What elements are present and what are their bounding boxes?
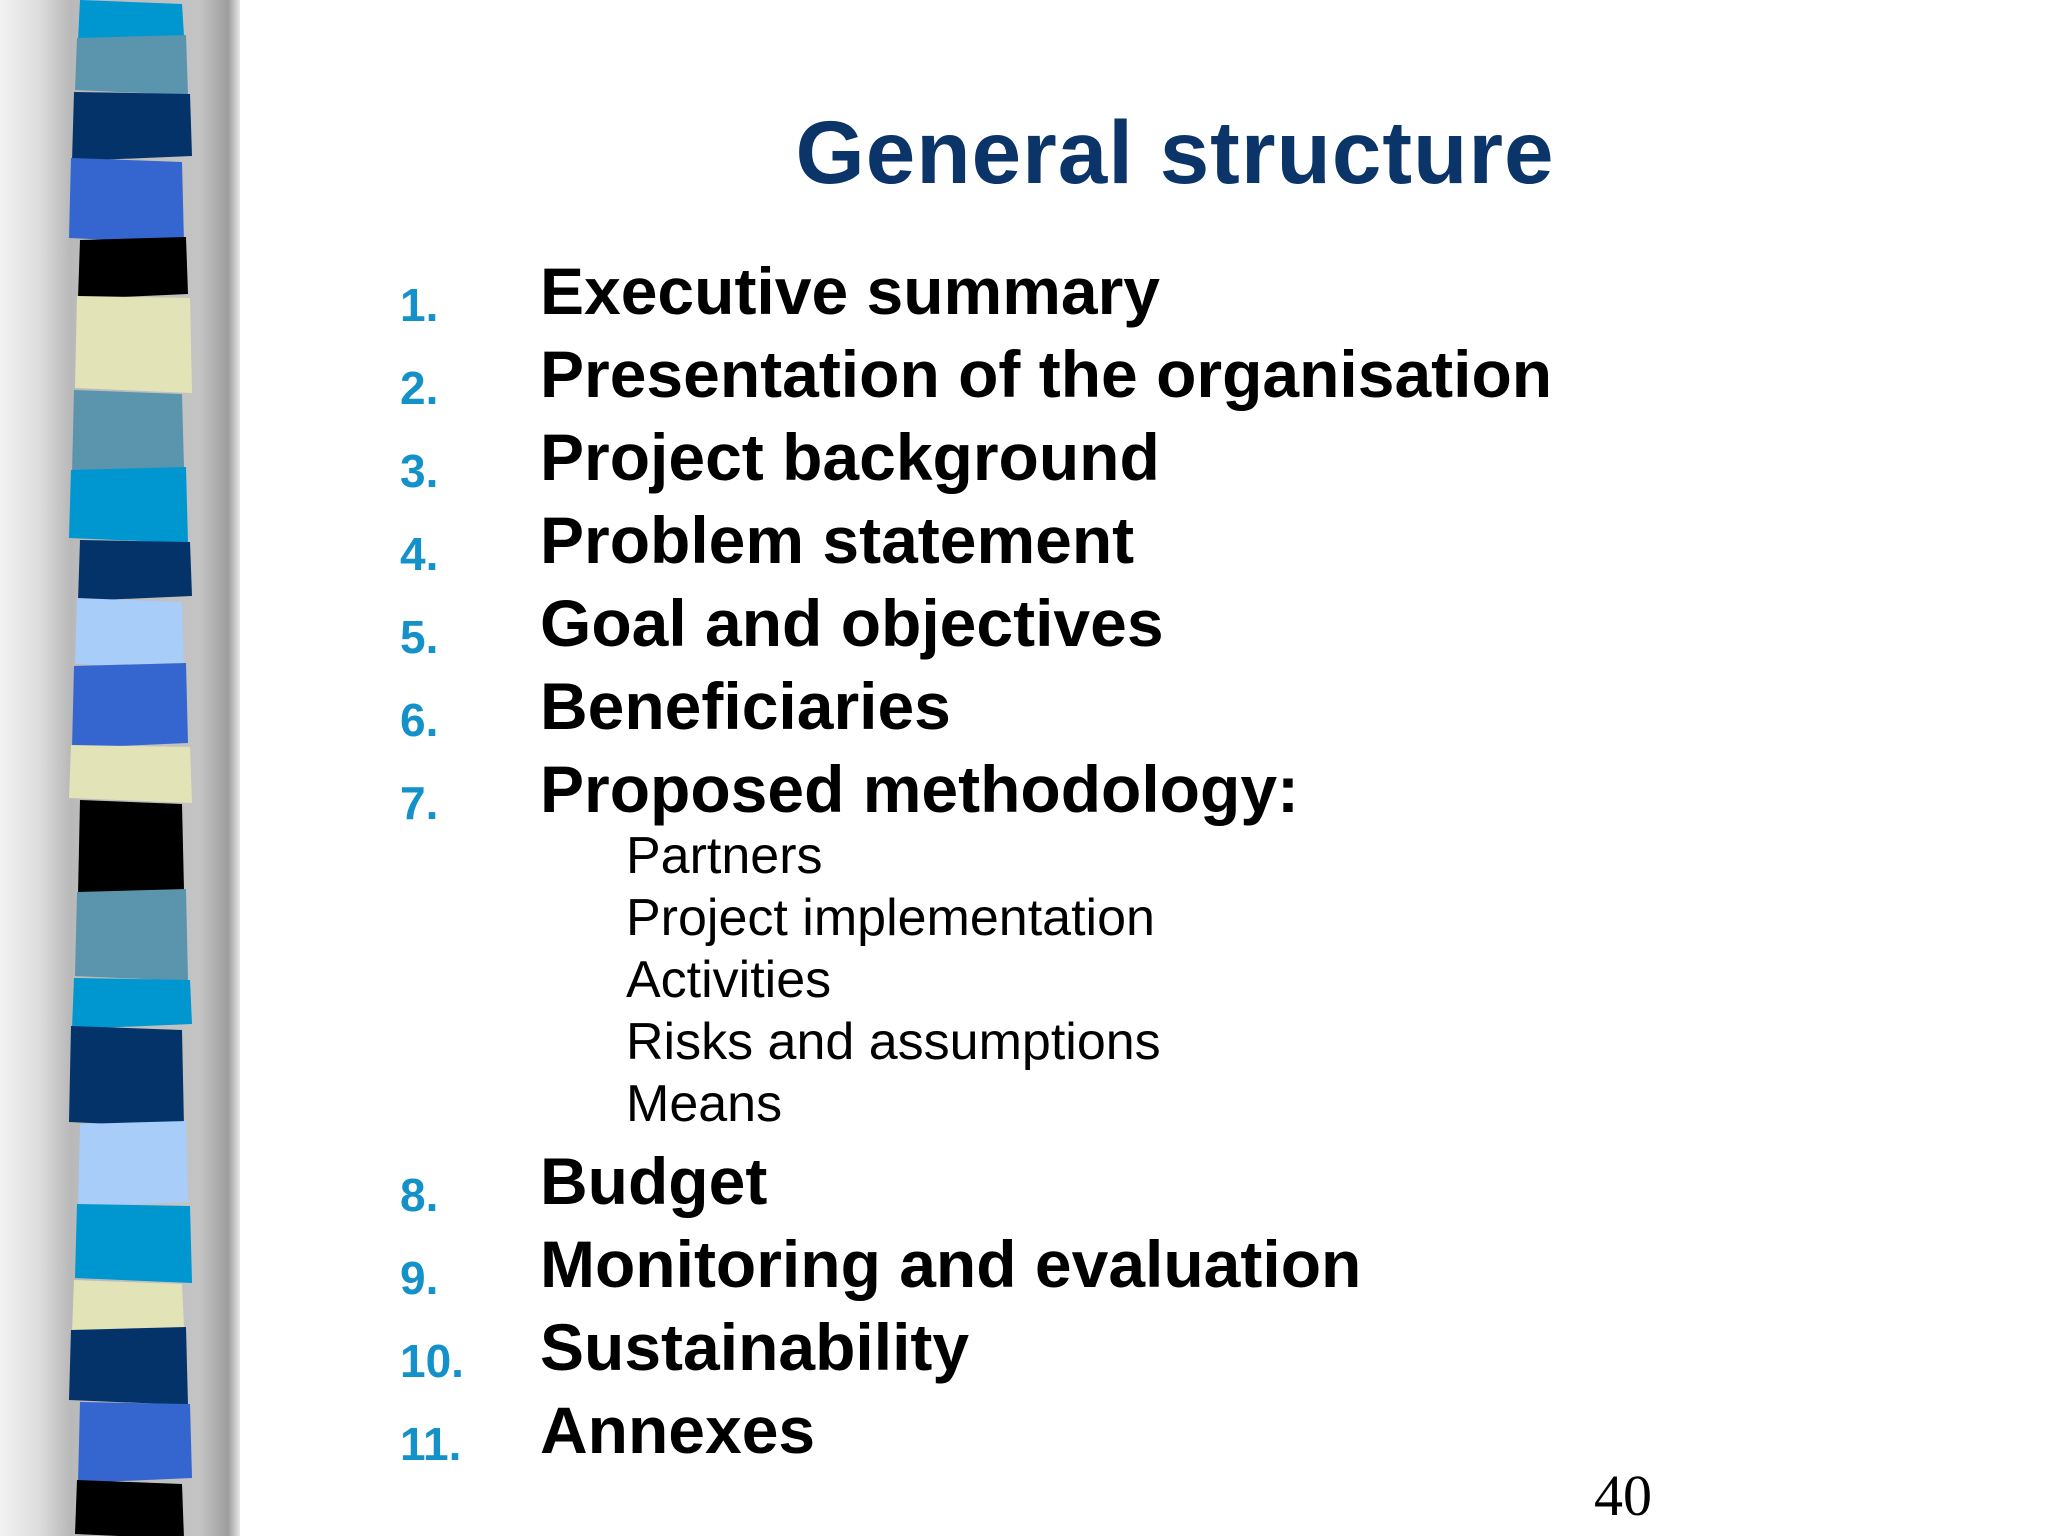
strip-block [72,390,184,473]
strip-block [78,237,188,299]
item-text: Problem statement [540,503,1135,577]
strip-block [69,1026,184,1127]
item-number: 6. [400,694,439,746]
strip-block [72,978,192,1029]
strip-block [72,92,192,161]
strip-block [78,1402,192,1483]
item-text: Goal and objectives [540,586,1164,660]
item-number: 5. [400,611,439,663]
item-text: Sustainability [540,1310,970,1384]
item-number: 10. [400,1335,464,1387]
strip-block [69,158,184,243]
sub-list-item: Activities [626,951,832,1009]
item-number: 3. [400,445,439,497]
sub-list-item: Partners [626,827,823,885]
strip-block [75,598,184,669]
strip-block [69,1327,188,1405]
strip-block [69,745,192,803]
item-text: Proposed methodology: [540,752,1299,826]
sub-list-item: Project implementation [626,889,1155,947]
strip-block [75,1204,192,1283]
strip-block [75,296,192,393]
strip-block [72,1280,184,1333]
item-text: Monitoring and evaluation [540,1227,1362,1301]
strip-block [75,889,188,981]
item-text: Annexes [540,1393,816,1467]
item-number: 11. [400,1418,462,1470]
strip-block [75,1480,184,1536]
item-text: Budget [540,1144,768,1218]
strip-block [78,800,184,895]
item-number: 7. [400,777,439,829]
item-text: Presentation of the organisation [540,337,1553,411]
sub-list-item: Means [626,1075,783,1133]
item-number: 2. [400,362,439,414]
page-number: 40 [1594,1463,1652,1528]
strip-block [78,1121,188,1207]
strip-block [78,0,184,41]
item-text: Beneficiaries [540,669,951,743]
slide-title: General structure [795,102,1555,202]
item-text: Executive summary [540,254,1161,328]
item-text: Project background [540,420,1160,494]
striped-band-graphic [0,0,240,1536]
sub-list-item: Risks and assumptions [626,1013,1161,1071]
strip-block [69,467,188,543]
item-number: 9. [400,1252,439,1304]
strip-block [75,35,188,95]
strip-block [78,540,192,601]
item-number: 4. [400,528,439,580]
strip-block [72,663,188,748]
item-number: 1. [400,279,439,331]
item-number: 8. [400,1169,439,1221]
decorative-side-strip [0,0,240,1536]
